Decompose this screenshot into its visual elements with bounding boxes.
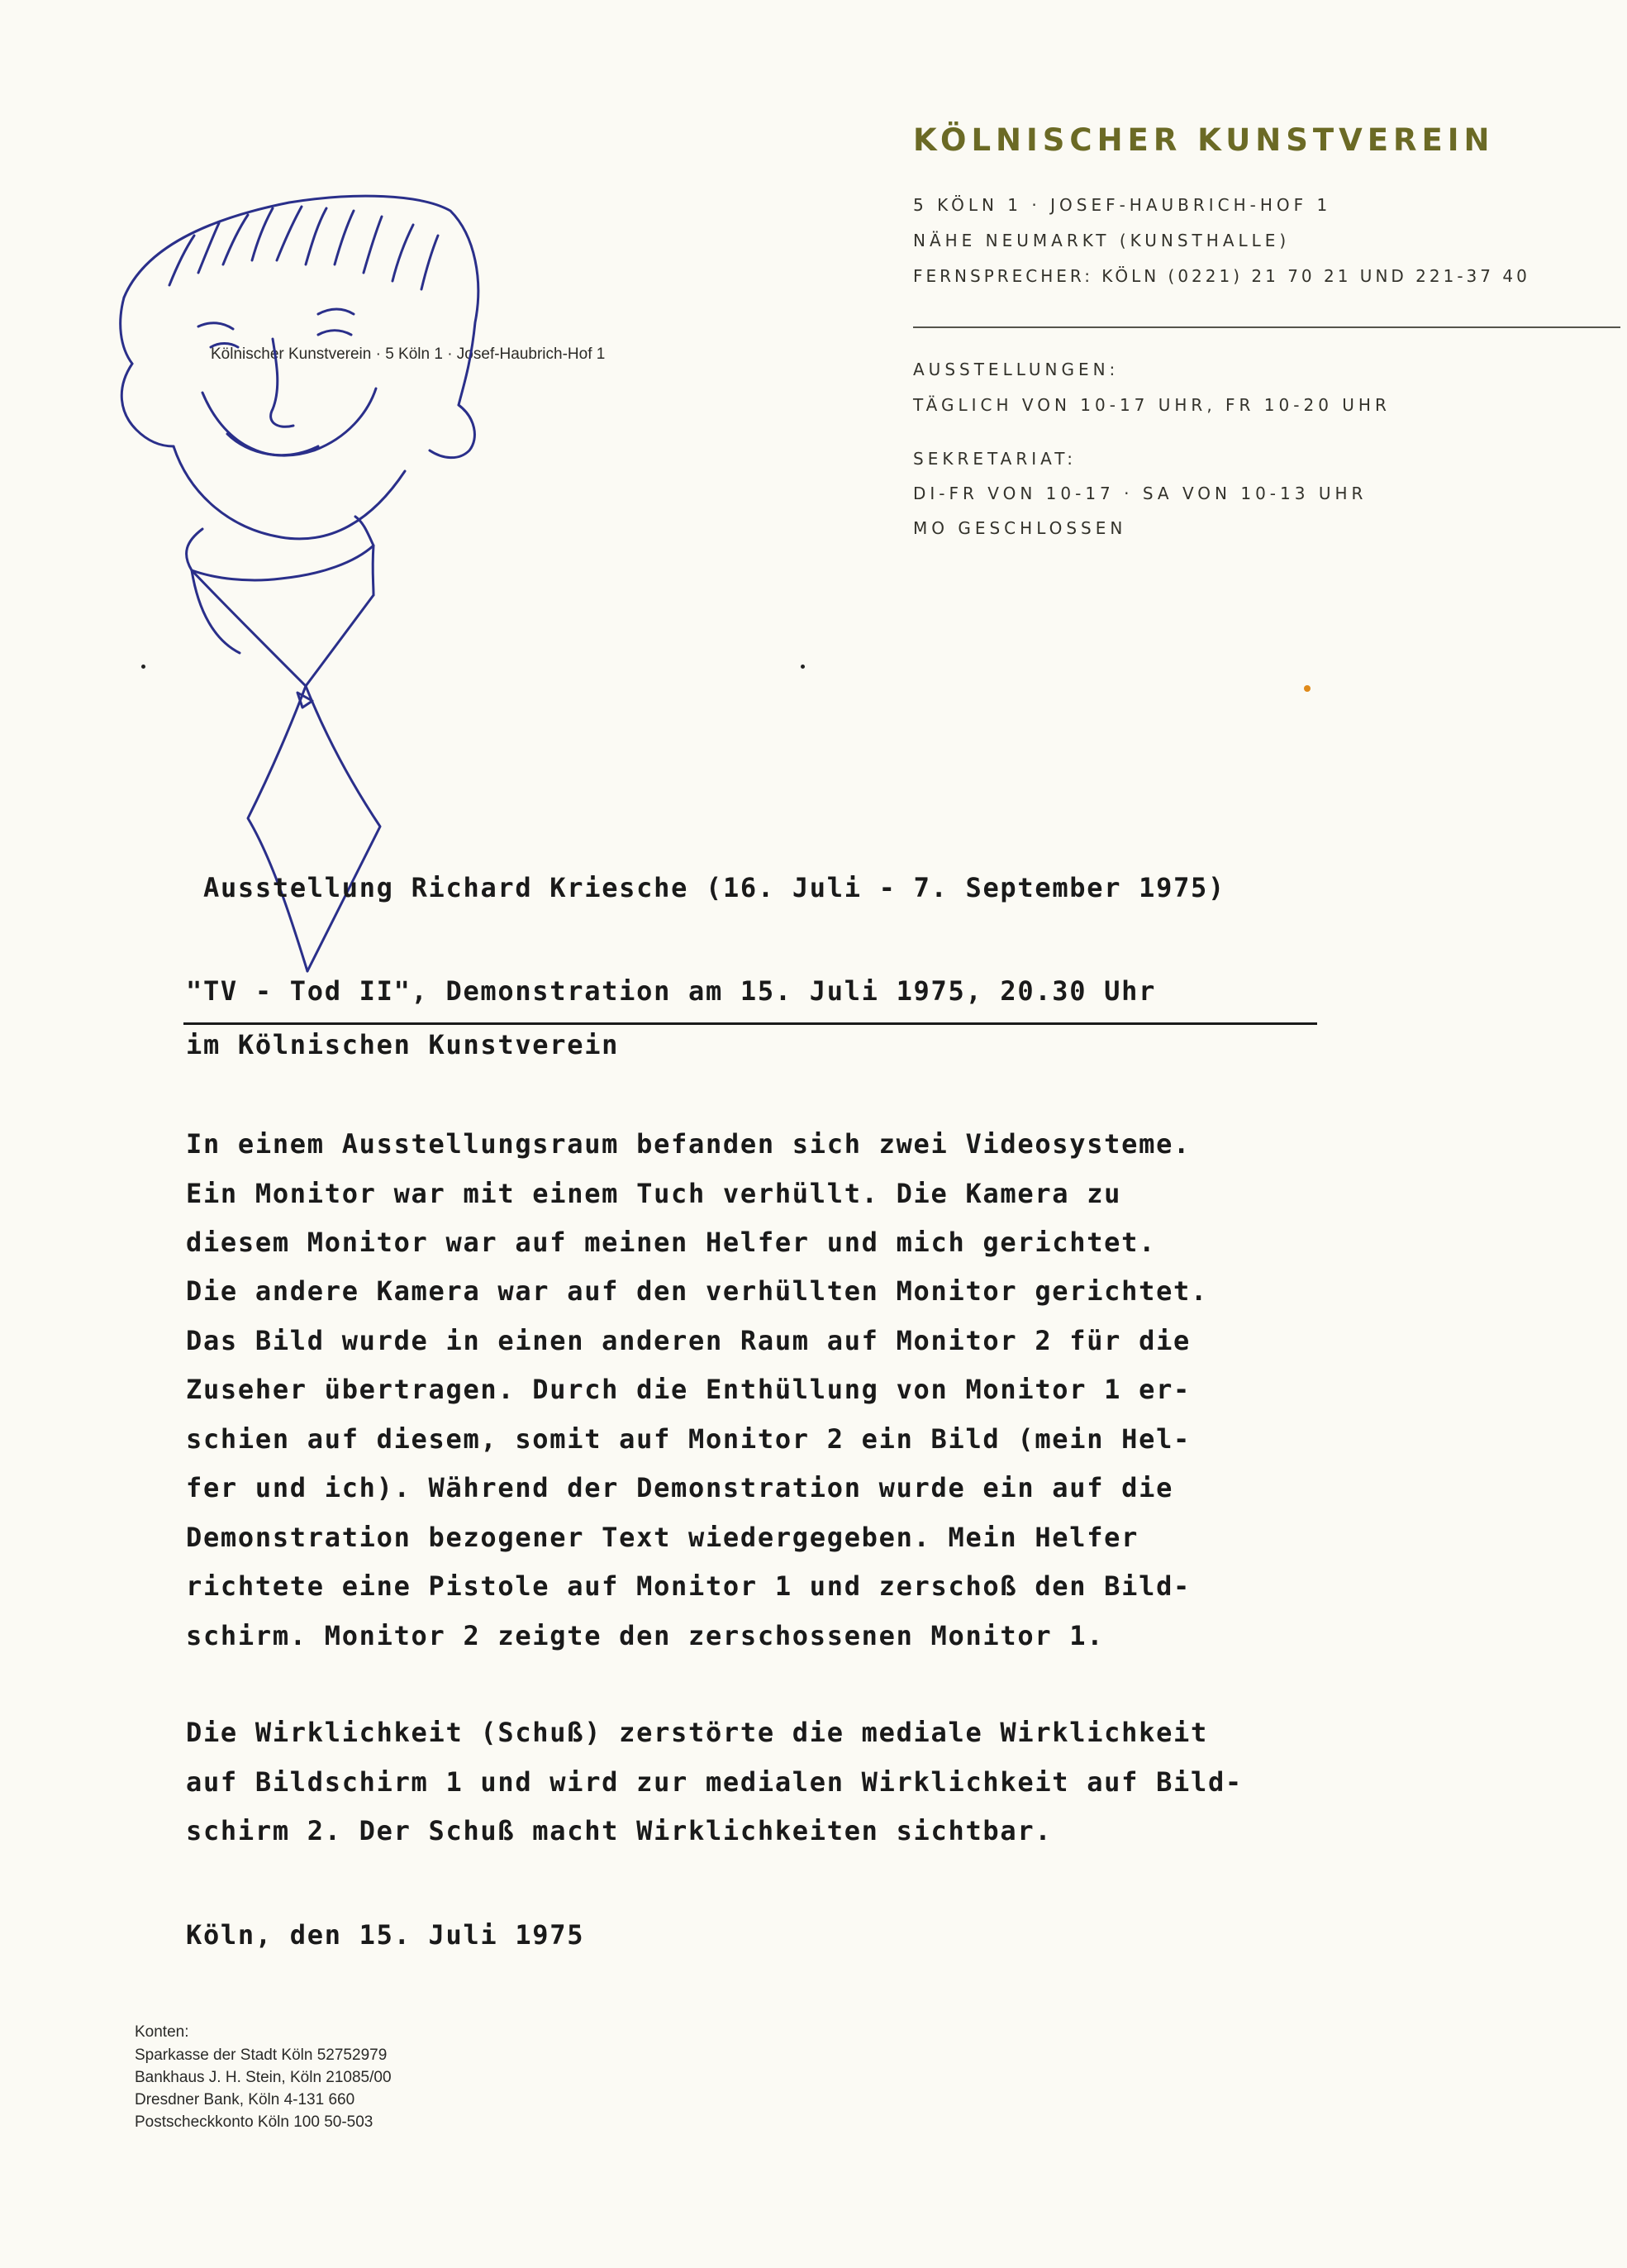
fold-mark xyxy=(141,665,145,669)
letter-subject: "TV - Tod II", Demonstration am 15. Juli 1975, 20.30 Uhr xyxy=(186,975,1157,1007)
letter-heading: Ausstellung Richard Kriesche (16. Juli - 7. September 1975) xyxy=(203,872,1225,903)
account-line: Postscheckkonto Köln 100 50-503 xyxy=(135,2113,373,2131)
paragraph-line: schirm. Monitor 2 zeigte den zerschossenen Monitor 1. xyxy=(186,1620,1105,1651)
paragraph-line: schien auf diesem, somit auf Monitor 2 ein Bild (mein Hel- xyxy=(186,1423,1192,1455)
paragraph-line: auf Bildschirm 1 und wird zur medialen Wirklichkeit auf Bild- xyxy=(186,1766,1243,1798)
sender-line: Kölnischer Kunstverein · 5 Köln 1 · Josef-Haubrich-Hof 1 xyxy=(211,345,606,363)
paragraph-line: Das Bild wurde in einen anderen Raum auf Monitor 2 für die xyxy=(186,1325,1192,1356)
paragraph-line: fer und ich). Während der Demonstration wurde ein auf die xyxy=(186,1472,1174,1503)
paragraph-line: Zuseher übertragen. Durch die Enthüllung von Monitor 1 er- xyxy=(186,1374,1192,1405)
office-closed: MO GESCHLOSSEN xyxy=(913,518,1127,538)
office-hours: DI-FR VON 10-17 · SA VON 10-13 UHR xyxy=(913,484,1368,503)
paragraph-line: schirm 2. Der Schuß macht Wirklichkeiten sichtbar. xyxy=(186,1815,1053,1846)
letterhead-address-1: 5 KÖLN 1 · JOSEF-HAUBRICH-HOF 1 xyxy=(913,195,1332,215)
paragraph-line: Ein Monitor war mit einem Tuch verhüllt. Die Kamera zu xyxy=(186,1178,1122,1209)
letterhead-rule xyxy=(913,326,1620,328)
letter-closing: Köln, den 15. Juli 1975 xyxy=(186,1919,585,1951)
exhibitions-label: AUSSTELLUNGEN: xyxy=(913,360,1120,379)
paragraph-line: Die Wirklichkeit (Schuß) zerstörte die mediale Wirklichkeit xyxy=(186,1717,1208,1748)
letterhead-name: KÖLNISCHER KUNSTVEREIN xyxy=(913,122,1495,158)
letterhead-address-2: NÄHE NEUMARKT (KUNSTHALLE) xyxy=(913,231,1291,250)
exhibitions-hours: TÄGLICH VON 10-17 UHR, FR 10-20 UHR xyxy=(913,395,1391,415)
fold-mark xyxy=(801,665,805,669)
paragraph-line: Demonstration bezogener Text wiedergegeben. Mein Helfer xyxy=(186,1522,1139,1553)
account-line: Dresdner Bank, Köln 4-131 660 xyxy=(135,2091,355,2108)
account-line: Bankhaus J. H. Stein, Köln 21085/00 xyxy=(135,2069,392,2086)
paragraph-line: Die andere Kamera war auf den verhüllten Monitor gerichtet. xyxy=(186,1275,1208,1307)
subject-underline xyxy=(183,1022,1317,1025)
account-line: Sparkasse der Stadt Köln 52752979 xyxy=(135,2046,388,2064)
office-label: SEKRETARIAT: xyxy=(913,449,1078,469)
paragraph-line: diesem Monitor war auf meinen Helfer und mich gerichtet. xyxy=(186,1227,1157,1258)
letterhead-phone: FERNSPRECHER: KÖLN (0221) 21 70 21 UND 221-37 40 xyxy=(913,266,1530,286)
letter-subject-continued: im Kölnischen Kunstverein xyxy=(186,1029,620,1060)
paragraph-line: In einem Ausstellungsraum befanden sich zwei Videosysteme. xyxy=(186,1128,1192,1160)
paragraph-line: richtete eine Pistole auf Monitor 1 und zerschoß den Bild- xyxy=(186,1570,1192,1602)
accounts-label: Konten: xyxy=(135,2023,189,2041)
